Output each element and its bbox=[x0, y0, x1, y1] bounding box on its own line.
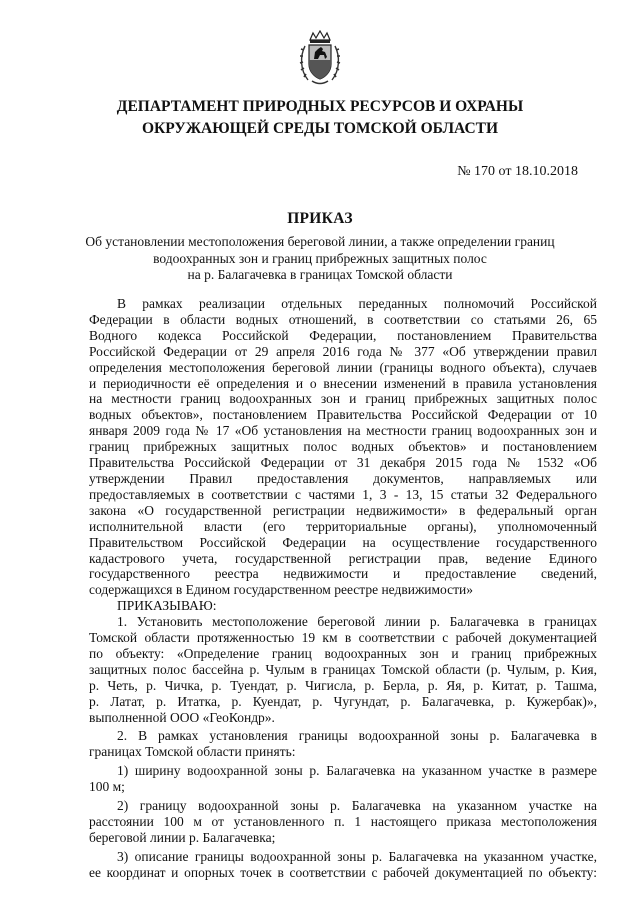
document-subject bbox=[60, 234, 580, 284]
org-line-1: ДЕПАРТАМЕНТ ПРИРОДНЫХ РЕСУРСОВ И ОХРАНЫ bbox=[116, 98, 524, 115]
text-line: 2. В рамках установления границы водоохранной зоны р. Балагачевка в bbox=[117, 728, 597, 744]
text-line: Правительства Российской Федерации от 31 декабря 2015 года № 1532 «Об bbox=[89, 455, 597, 471]
text-line: утверждении Правил предоставления документов, направляемых или bbox=[89, 470, 597, 486]
text-line: 1. Установить местоположение береговой линии р. Балагачевка в границах bbox=[117, 614, 597, 630]
subject-line: на р. Балагачевка в границах Томской области bbox=[187, 267, 453, 282]
text-line: 1) ширину водоохранной зоны р. Балагачевка на указанном участке в размере bbox=[117, 763, 597, 779]
document-body bbox=[89, 296, 597, 881]
text-line: на местности границ водоохранных зон и границ прибрежных защитных полос bbox=[89, 391, 597, 407]
text-line: В рамках реализации отдельных переданных полномочий Российской bbox=[117, 296, 597, 311]
subject-line: водоохранных зон и границ прибрежных защитных полос bbox=[153, 250, 487, 266]
text-line: границах Томской области принять: bbox=[89, 744, 296, 760]
text-line: водных объектов», постановлением Правительства Российской Федерации от 10 bbox=[89, 407, 597, 423]
text-line: января 2009 года № 17 «Об установления на местности границ водоохранных зон и bbox=[89, 423, 597, 439]
document-number: № 170 от 18.10.2018 bbox=[457, 164, 578, 179]
text-line: ее координат и опорных точек в соответствии с рабочей документацией по объекту: bbox=[89, 864, 597, 880]
text-line: Водного кодекса Российской Федерации, постановлением Правительства bbox=[89, 327, 597, 343]
text-line: р. Латат, р. Итатка, р. Куендат, р. Чугундат, р. Балагачевка, р. Кужербак)», bbox=[89, 693, 597, 709]
text-line: Правительством Российской Федерации на осуществление государственного bbox=[89, 534, 597, 550]
text-line: содержащихся в Едином государственном реестре недвижимости» bbox=[89, 582, 474, 598]
text-line: 3) описание границы водоохранной зоны р. Балагачевка на указанном участке, bbox=[117, 848, 597, 864]
text-line: защитных полос бассейна р. Чулым в границах Томской области (р. Чулым, р. Кия, bbox=[89, 661, 597, 677]
order-word: ПРИКАЗЫВАЮ: bbox=[117, 598, 217, 614]
text-line: Томской области протяженностью 19 км в соответствии с рабочей документацией bbox=[89, 630, 597, 646]
coat-of-arms-icon bbox=[296, 30, 344, 88]
text-line: границ прибрежных защитных полос водных объектов» и постановлением bbox=[89, 439, 597, 455]
text-line: выполненной ООО «ГеоКондр». bbox=[89, 709, 275, 725]
text-line: Российской Федерации от 29 апреля 2016 года № 377 «Об утверждении правил bbox=[89, 343, 597, 359]
subject-line: Об установлении местоположения береговой линии, а также определении границ bbox=[85, 234, 555, 249]
document-type: ПРИКАЗ bbox=[287, 210, 353, 227]
text-line: исполнительной власти (его территориальные органы), уполномоченный bbox=[89, 518, 597, 534]
text-line: определения местоположения береговой линии (границы водного объекта), случаев bbox=[89, 359, 597, 375]
org-line-2: ОКРУЖАЮЩЕЙ СРЕДЫ ТОМСКОЙ ОБЛАСТИ bbox=[141, 120, 499, 137]
organization-name bbox=[40, 96, 600, 140]
text-line: по объекту: «Определение границ водоохранных зон и границ прибрежных bbox=[89, 645, 597, 661]
text-line: 100 м; bbox=[89, 779, 125, 795]
text-line: береговой линии р. Балагачевка; bbox=[89, 829, 276, 845]
text-line: 2) границу водоохранной зоны р. Балагачевка на указанном участке на bbox=[117, 798, 597, 814]
text-line: предоставляемых в соответствии с частями 1, 3 - 13, 15 статьи 32 Федерального bbox=[89, 486, 597, 502]
text-line: и периодичности её определения и о внесении изменений в правила установления bbox=[89, 375, 597, 391]
text-line: кадастрового учета, государственной регистрации прав, ведение Единого bbox=[89, 550, 597, 566]
text-line: р. Четь, р. Чичка, р. Туендат, р. Чигисла, р. Берла, р. Яя, р. Китат, р. Ташма, bbox=[89, 677, 597, 693]
text-line: государственного реестра недвижимости и предоставление сведений, bbox=[89, 566, 597, 582]
text-line: расстоянии 100 м от установленного п. 1 настоящего приказа местоположения bbox=[89, 814, 597, 829]
text-line: Федерации в области водных отношений, в соответствии со статьями 26, 65 bbox=[89, 311, 597, 327]
text-line: закона «О государственной регистрации недвижимости» в федеральный орган bbox=[89, 502, 597, 518]
